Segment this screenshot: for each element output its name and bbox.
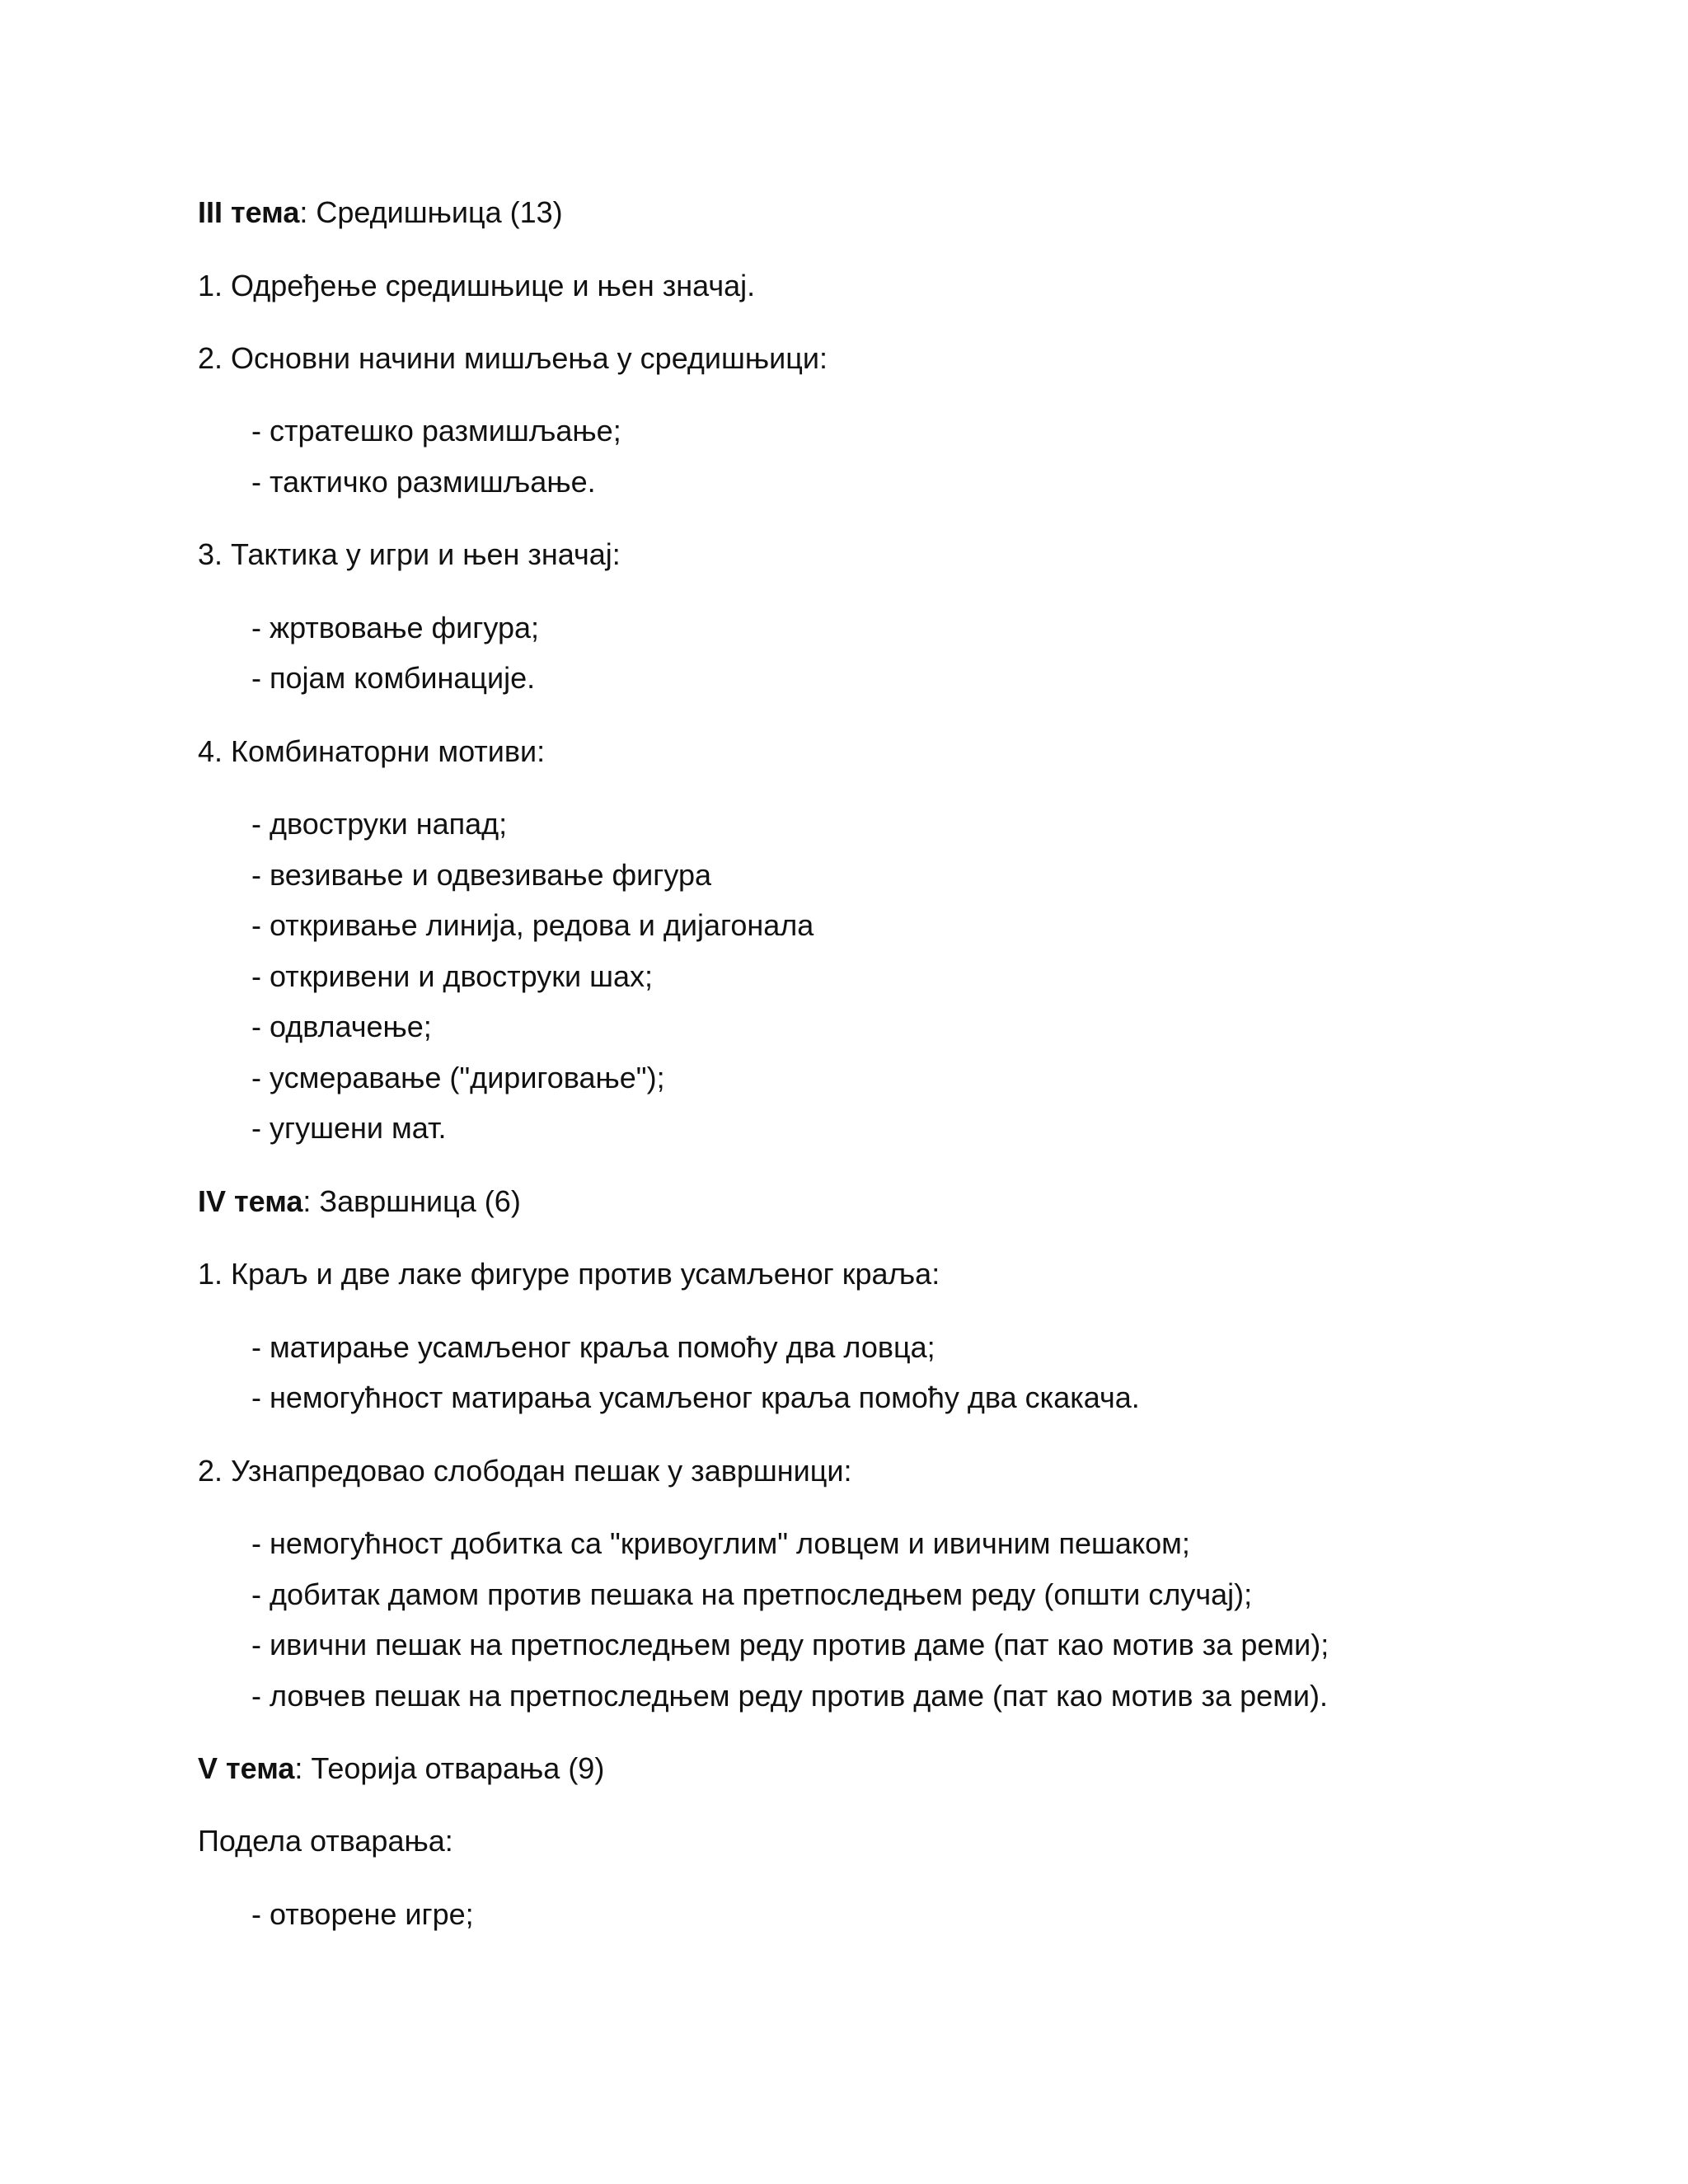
sub-item: - угушени мат. — [251, 1111, 447, 1145]
sub-item: - немогућност добитка са "кривоуглим" ловцем и ивичним пешаком; — [251, 1526, 1190, 1560]
sub-item: - двоструки напад; — [251, 807, 508, 841]
section-heading — [198, 1183, 521, 1220]
sub-item: - матирање усамљеног краља помоћу два ловца; — [251, 1330, 935, 1364]
section-heading-bold: IV тема — [198, 1184, 303, 1218]
sub-item: - откривање линија, редова и дијагонала — [251, 908, 814, 942]
list-item: 3. Тактика у игри и њен значај: — [198, 537, 621, 571]
section-heading-rest: : Средишњица (13) — [299, 195, 563, 229]
sub-item: - одвлачење; — [251, 1010, 432, 1043]
sub-item: - појам комбинације. — [251, 661, 536, 695]
sub-item: - ивични пешак на претпоследњем реду против даме (пат као мотив за реми); — [251, 1628, 1329, 1661]
section-heading-rest: : Теорија отварања (9) — [294, 1751, 605, 1785]
section-heading-bold: V тема — [198, 1751, 295, 1785]
section-heading-rest: : Завршница (6) — [302, 1184, 521, 1218]
sub-item: - добитак дамом против пешака на претпоследњем реду (општи случај); — [251, 1577, 1253, 1611]
list-item: Подела отварања: — [198, 1824, 453, 1858]
sub-item: - жртвовање фигура; — [251, 611, 540, 644]
sub-item: - отворене игре; — [251, 1897, 474, 1931]
list-item: 1. Одређење средишњице и њен значај. — [198, 269, 756, 302]
list-item: 1. Краљ и две лаке фигуре против усамљеног краља: — [198, 1257, 940, 1291]
section-heading — [198, 1750, 604, 1787]
sub-item: - стратешко размишљање; — [251, 414, 621, 448]
sub-item: - тактичко размишљање. — [251, 465, 596, 499]
list-item: 2. Основни начини мишљења у средишњици: — [198, 341, 828, 375]
section-heading-bold: III тема — [198, 195, 300, 229]
list-item: 2. Узнапредовао слободан пешак у завршници: — [198, 1454, 852, 1488]
list-item: 4. Комбинаторни мотиви: — [198, 734, 546, 768]
sub-item: - откривени и двоструки шах; — [251, 959, 654, 993]
sub-item: - ловчев пешак на претпоследњем реду против даме (пат као мотив за реми). — [251, 1679, 1328, 1713]
section-heading — [198, 194, 563, 231]
sub-item: - усмеравање ("дириговање"); — [251, 1061, 665, 1094]
sub-item: - немогућност матирања усамљеног краља помоћу два скакача. — [251, 1380, 1140, 1414]
sub-item: - везивање и одвезивање фигура — [251, 858, 711, 892]
